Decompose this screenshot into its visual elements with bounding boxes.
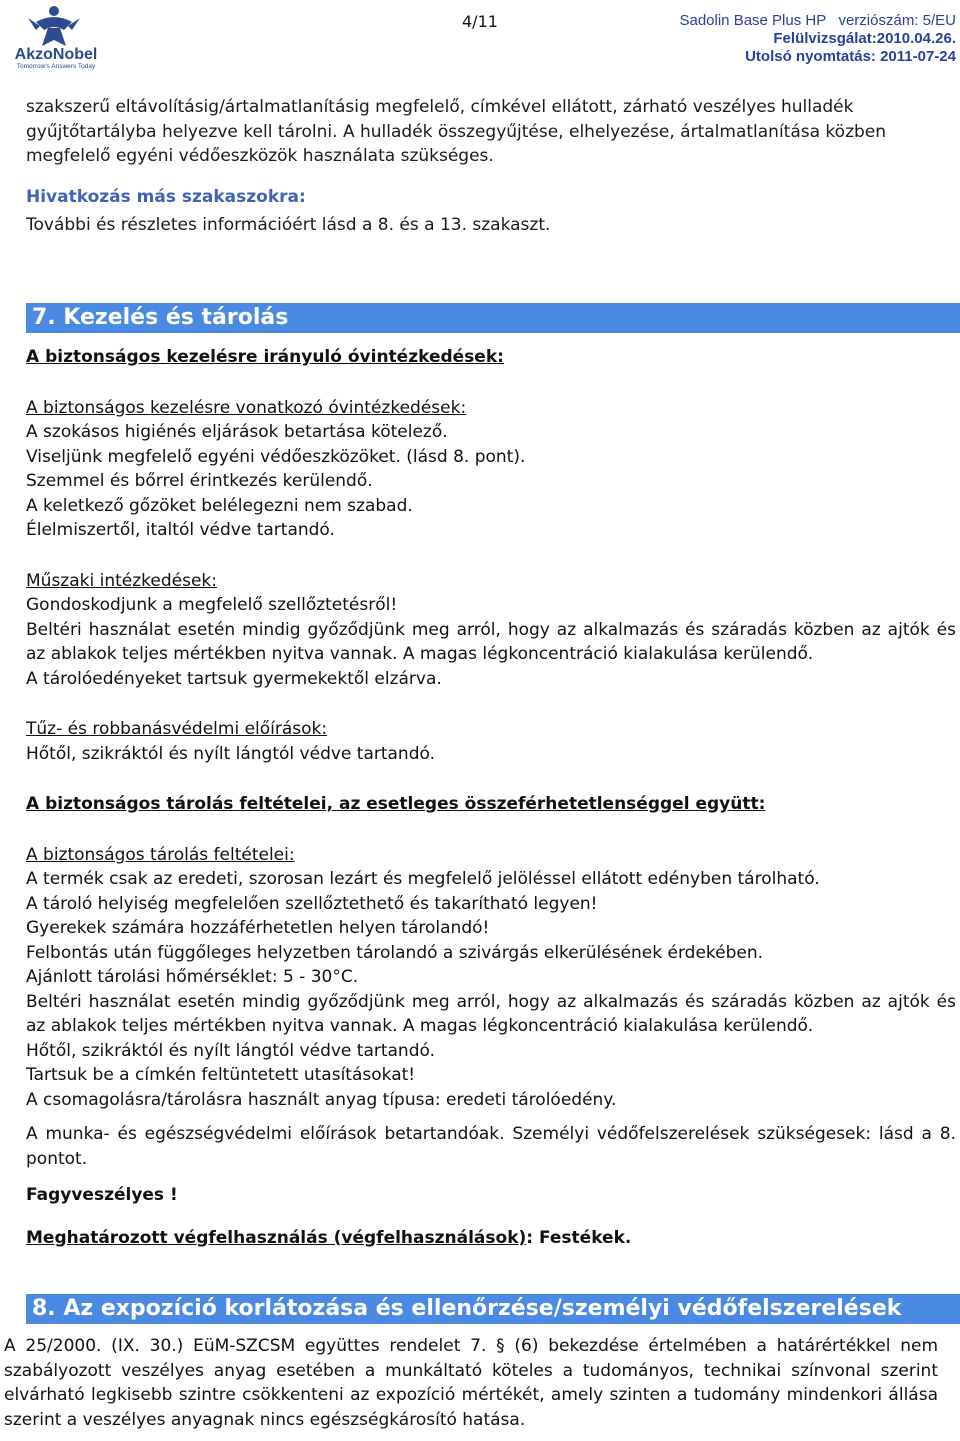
storage-line: Tartsuk be a címkén feltüntetett utasításokat! xyxy=(26,1065,416,1085)
frost-warning: Fagyveszélyes ! xyxy=(26,1185,178,1205)
storage-heading: A biztonságos tárolás feltételei, az esetleges összeférhetetlenséggel együtt: xyxy=(26,794,766,814)
section-8-header xyxy=(26,1294,960,1324)
workplace-note: A munka- és egészségvédelmi előírások betartandóak. Személyi védőfelszerelések szükségesek: lásd a 8. pontot. xyxy=(26,1124,956,1169)
logo-wordmark: AkzoNobel xyxy=(14,46,98,63)
storage-line: A csomagolásra/tárolásra használt anyag típusa: eredeti tárolóedény. xyxy=(26,1089,617,1110)
section-8-body xyxy=(4,1334,938,1432)
safe-handling-line: A keletkező gőzöket belélegezni nem szabad. xyxy=(26,495,413,516)
storage-line: Felbontás után függőleges helyzetben tárolandó a szivárgás elkerülésének érdekében. xyxy=(26,942,764,963)
safe-handling-subheading: A biztonságos kezelésre vonatkozó óvintézkedések: xyxy=(26,397,467,418)
fire-heading: Tűz- és robbanásvédelmi előírások: xyxy=(26,719,328,739)
safe-handling-line: Viseljünk megfelelő egyéni védőeszközöket. (lásd 8. pont). xyxy=(26,446,526,467)
safe-handling-line: Élelmiszertől, italtól védve tartandó. xyxy=(26,520,335,540)
storage-line: Hőtől, szikráktól és nyílt lángtól védve tartandó. xyxy=(26,1040,436,1061)
storage-subheading: A biztonságos tárolás feltételei: xyxy=(26,844,295,865)
reference-title: Hivatkozás más szakaszokra: xyxy=(26,186,306,207)
technical-line: Gondoskodjunk a megfelelő szellőztetésről! xyxy=(26,595,398,615)
end-use-label: Meghatározott végfelhasználás (végfelhasználások) xyxy=(26,1227,527,1248)
safe-handling-line: A szokásos higiénés eljárások betartása kötelező. xyxy=(26,422,448,442)
storage-line: A tároló helyiség megfelelően szellőztethető és takarítható legyen! xyxy=(26,893,598,914)
section-8-title: 8. Az expozíció korlátozása és ellenőrzése/személyi védőfelszerelések xyxy=(32,1296,902,1321)
technical-heading: Műszaki intézkedések: xyxy=(26,570,217,591)
document-info xyxy=(679,12,956,66)
storage-line: A termék csak az eredeti, szorosan lezárt és megfelelő jelöléssel ellátott edényben tárolható. xyxy=(26,869,820,889)
section-7-body xyxy=(26,345,956,1250)
fire-line: Hőtől, szikráktól és nyílt lángtól védve tartandó. xyxy=(26,743,436,764)
safe-handling-line: Szemmel és bőrrel érintkezés kerülendő. xyxy=(26,471,373,491)
technical-line: A tárolóedényeket tartsuk gyermekektől elzárva. xyxy=(26,668,442,689)
technical-line: Beltéri használat esetén mindig győződjünk meg arról, hogy az alkalmazás és száradás közben az ajtók és az ablakok teljes mértékben nyitva vannak. A magas légkoncentráció kialakulása kerülendő. xyxy=(26,619,956,664)
safe-handling-heading: A biztonságos kezelésre irányuló óvintézkedések: xyxy=(26,347,504,367)
intro-block xyxy=(26,95,936,238)
section-7-header xyxy=(26,303,960,333)
storage-line: Ajánlott tárolási hőmérséklet: 5 - 30°C. xyxy=(26,967,359,987)
waste-paragraph: szakszerű eltávolításig/ártalmatlanításig megfelelő, címkével ellátott, zárható veszélyes hulladék gyűjtőtartályba helyezve kell tárolni. A hulladék összegyűjtése, elhelyezése, ártalmatlanítása közben megfelelő egyéni védőeszközök használata szükséges. xyxy=(26,97,887,166)
section-7-title: 7. Kezelés és tárolás xyxy=(32,305,289,330)
section-8-paragraph: A 25/2000. (IX. 30.) EüM-SZCSM együttes rendelet 7. § (6) bekezdése értelmében a határértékkel nem szabályozott veszélyes anyag esetében a munkáltató köteles a tudományos, technikai színvonal szerint elvárható legkisebb szintre csökkenteni az expozíció mértékét, amely szinten a tudomány mindenkori állása szerint a veszélyes anyagnak nincs egészségkárosító hatása. xyxy=(4,1336,938,1430)
end-use-line xyxy=(26,1226,956,1251)
page-number: 4/11 xyxy=(462,12,498,31)
akzonobel-logo xyxy=(6,2,106,70)
storage-line: Gyerekek számára hozzáférhetetlen helyen tárolandó! xyxy=(26,918,490,938)
end-use-value: : Festékek. xyxy=(526,1227,632,1248)
storage-line: Beltéri használat esetén mindig győződjünk meg arról, hogy az alkalmazás és száradás közben az ajtók és az ablakok teljes mértékben nyitva vannak. A magas légkoncentráció kialakulása kerülendő. xyxy=(26,991,956,1036)
product-version: Sadolin Base Plus HP verziószám: 5/EU xyxy=(679,12,956,29)
reference-text: További és részletes információért lásd a 8. és a 13. szakaszt. xyxy=(26,215,551,235)
logo-tagline: Tomorrow's Answers Today xyxy=(16,63,96,70)
review-date: Felülvizsgálat:2010.04.26. xyxy=(773,30,956,47)
print-date: Utolsó nyomtatás: 2011-07-24 xyxy=(745,48,956,65)
